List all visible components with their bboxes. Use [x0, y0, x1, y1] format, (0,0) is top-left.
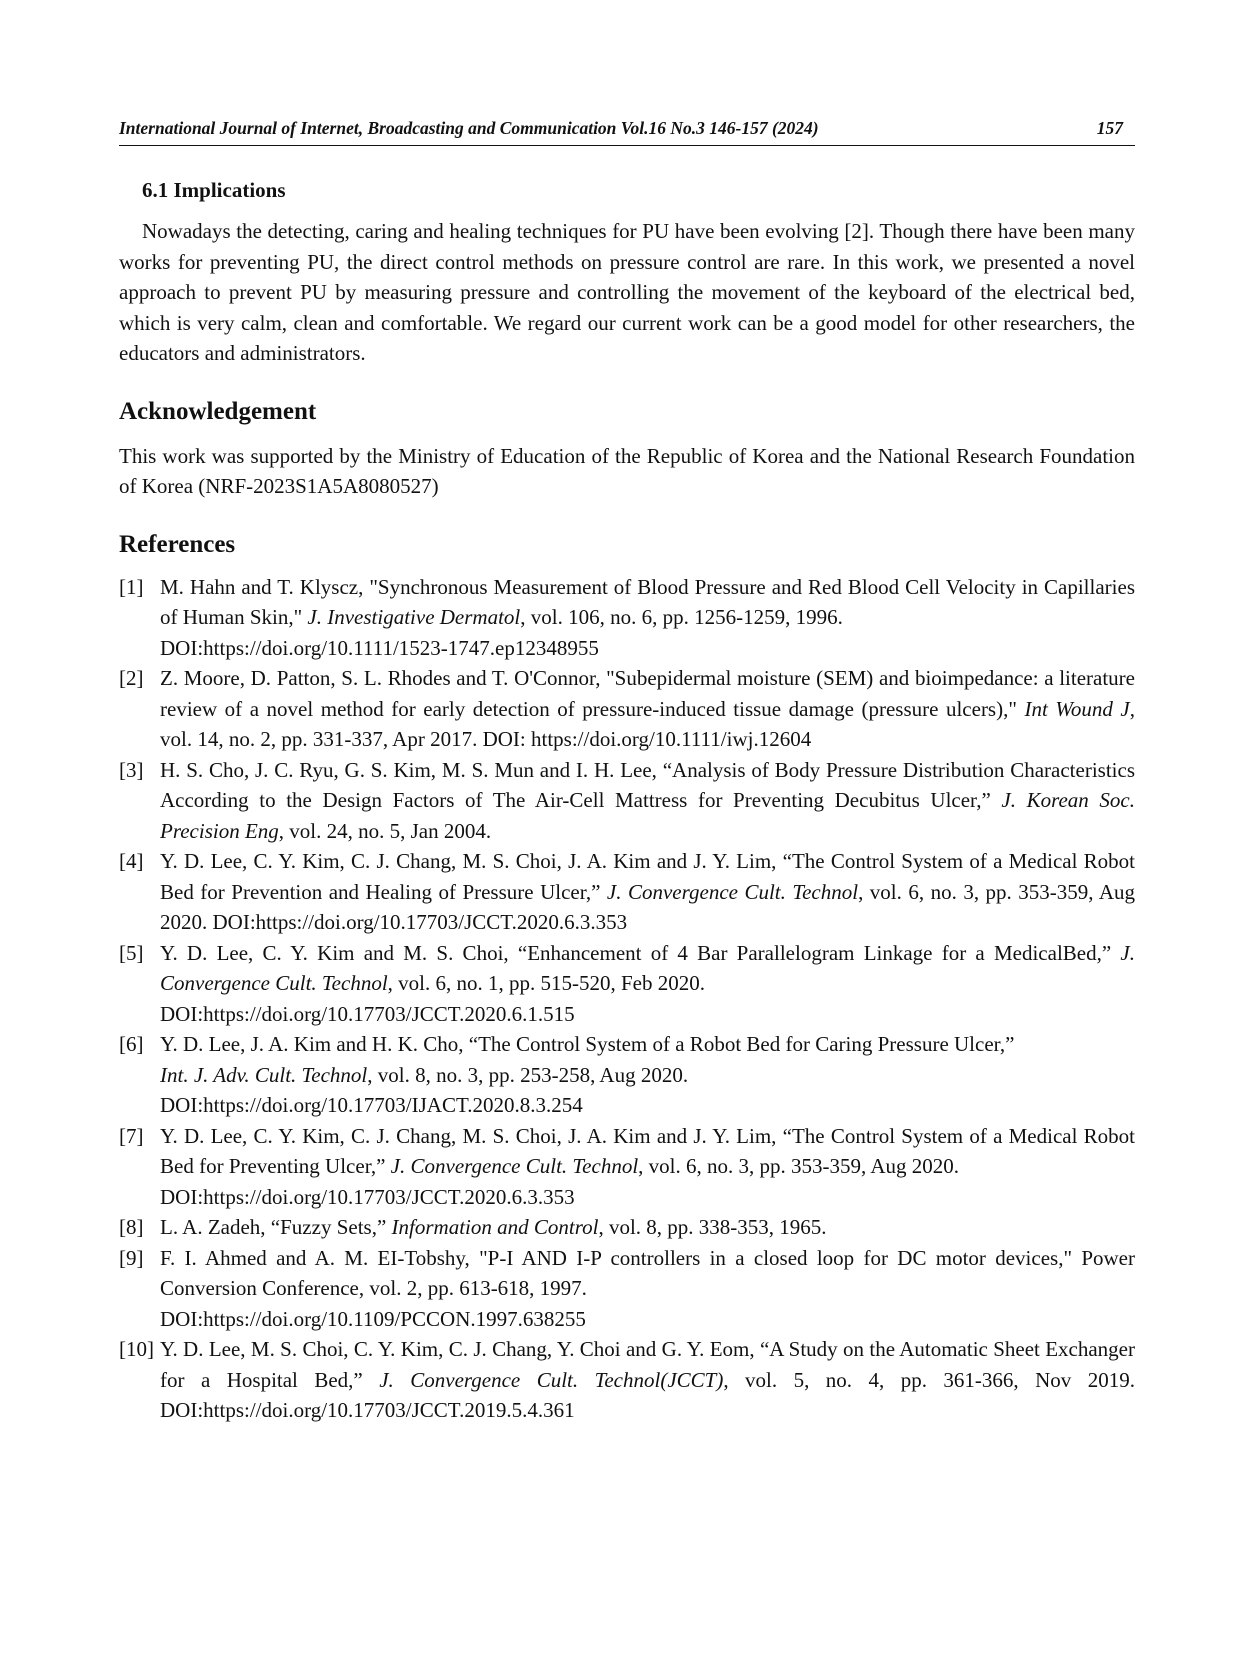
acknowledgement-heading: Acknowledgement — [119, 397, 317, 425]
reference-details: , vol. 5, no. 4, pp. 361-366, Nov 2019. DOI:https://doi.org/10.17703/JCCT.2019.5.4.361 — [160, 1367, 1135, 1422]
reference-item — [119, 1121, 1135, 1213]
reference-label: [5] — [119, 940, 144, 965]
reference-label: [3] — [119, 757, 144, 782]
reference-item — [119, 755, 1135, 847]
reference-doi: DOI:https://doi.org/10.1109/PCCON.1997.638255 — [160, 1306, 586, 1331]
implications-heading: 6.1 Implications — [142, 178, 286, 202]
reference-item — [119, 572, 1135, 664]
references-heading: References — [119, 530, 236, 558]
reference-journal: J. Convergence Cult. Technol — [390, 1154, 639, 1178]
reference-text — [160, 1032, 1014, 1117]
reference-journal: J. Convergence Cult. Technol — [160, 940, 1135, 995]
reference-journal: Information and Control — [391, 1215, 599, 1239]
reference-item — [119, 938, 1135, 1030]
reference-doi: DOI:https://doi.org/10.17703/IJACT.2020.8.3.254 — [160, 1093, 583, 1117]
reference-details: , vol. 14, no. 2, pp. 331-337, Apr 2017. DOI: https://doi.org/10.1111/iwj.12604 — [160, 696, 1135, 751]
reference-text — [160, 1337, 1135, 1422]
reference-label: [9] — [119, 1245, 144, 1270]
reference-details: , vol. 6, no. 1, pp. 515-520, Feb 2020. — [387, 971, 705, 995]
reference-authors-title: M. Hahn and T. Klyscz, "Synchronous Measurement of Blood Pressure and Red Blood Cell Velocity in Capillaries of Human Skin," — [160, 574, 1135, 629]
reference-authors-title: L. A. Zadeh, “Fuzzy Sets,” — [160, 1215, 392, 1239]
reference-doi: DOI:https://doi.org/10.17703/JCCT.2020.6.1.515 — [160, 1001, 575, 1026]
implications-paragraph: Nowadays the detecting, caring and healing techniques for PU have been evolving [2]. Though there have been many works for preventing PU, the direct control methods on pressure control are rare. In this work, we presented a novel approach to prevent PU by measuring pressure and controlling the movement of the keyboard of the electrical bed, which is very calm, clean and comfortable. We regard our current work can be a good model for other researchers, the educators and administrators. — [119, 219, 1135, 365]
reference-text — [160, 575, 1135, 660]
reference-label: [1] — [119, 574, 144, 599]
page-number: 157 — [1096, 118, 1123, 138]
reference-authors-title: Y. D. Lee, C. Y. Kim and M. S. Choi, “Enhancement of 4 Bar Parallelogram Linkage for a MedicalBed,” — [160, 940, 1121, 965]
reference-item — [119, 1212, 1135, 1243]
reference-text — [160, 849, 1135, 934]
reference-label: [6] — [119, 1032, 144, 1056]
reference-item — [119, 846, 1135, 938]
reference-journal: J. Convergence Cult. Technol — [606, 879, 859, 904]
header-rule — [119, 145, 1135, 146]
reference-journal: J. Convergence Cult. Technol(JCCT) — [379, 1367, 724, 1392]
reference-authors-title: H. S. Cho, J. C. Ryu, G. S. Kim, M. S. Mun and I. H. Lee, “Analysis of Body Pressure Distribution Characteristics According to the Design Factors of The Air-Cell Mattress for Preventing Decubitus Ulcer,” — [160, 757, 1135, 812]
reference-label: [4] — [119, 849, 144, 873]
reference-label: [7] — [119, 1123, 144, 1148]
reference-item — [119, 1243, 1135, 1335]
reference-label: [10] — [119, 1337, 154, 1361]
reference-text — [160, 666, 1135, 751]
reference-text — [160, 941, 1135, 1026]
reference-item — [119, 1029, 1135, 1121]
reference-label: [2] — [119, 666, 144, 690]
reference-text — [160, 1215, 827, 1239]
reference-authors-title: Y. D. Lee, M. S. Choi, C. Y. Kim, C. J. Chang, Y. Choi and G. Y. Eom, “A Study on the Automatic Sheet Exchanger for a Hospital Bed,” — [160, 1337, 1135, 1392]
reference-journal: J. Korean Soc. Precision Eng — [160, 788, 1135, 843]
reference-item — [119, 663, 1135, 755]
reference-journal: Int Wound J — [1024, 696, 1130, 721]
running-header — [119, 118, 1135, 139]
page-content — [119, 176, 1135, 1426]
reference-journal: J. Investigative Dermatol — [307, 605, 521, 629]
reference-doi: DOI:https://doi.org/10.17703/JCCT.2020.6.3.353 — [160, 1184, 575, 1209]
reference-authors-title: Y. D. Lee, C. Y. Kim, C. J. Chang, M. S. Choi, J. A. Kim and J. Y. Lim, “The Control System of a Medical Robot Bed for Prevention and Healing of Pressure Ulcer,” — [160, 849, 1135, 904]
acknowledgement-paragraph: This work was supported by the Ministry of Education of the Republic of Korea and the National Research Foundation of Korea (NRF-2023S1A5A8080527) — [119, 443, 1135, 498]
reference-details: , vol. 8, pp. 338-353, 1965. — [598, 1215, 827, 1239]
reference-text — [160, 1246, 1135, 1331]
reference-details: , vol. 24, no. 5, Jan 2004. — [278, 818, 492, 843]
reference-details: , vol. 6, no. 3, pp. 353-359, Aug 2020. — [638, 1154, 959, 1178]
reference-text — [160, 758, 1135, 843]
journal-name: International Journal of Internet, Broadcasting and Communication Vol.16 No.3 146-157 (2024) — [119, 118, 819, 138]
reference-authors-title: Y. D. Lee, J. A. Kim and H. K. Cho, “The Control System of a Robot Bed for Caring Pressure Ulcer,” — [160, 1032, 1015, 1056]
reference-journal: Int. J. Adv. Cult. Technol — [160, 1062, 368, 1087]
reference-details: , vol. 106, no. 6, pp. 1256-1259, 1996. — [520, 605, 843, 629]
reference-details: , vol. 6, no. 3, pp. 353-359, Aug 2020. DOI:https://doi.org/10.17703/JCCT.2020.6.3.353 — [160, 879, 1135, 934]
reference-doi: DOI:https://doi.org/10.1111/1523-1747.ep12348955 — [160, 635, 599, 660]
reference-label: [8] — [119, 1215, 144, 1239]
reference-list — [119, 572, 1135, 1426]
reference-authors-title: Z. Moore, D. Patton, S. L. Rhodes and T. O'Connor, "Subepidermal moisture (SEM) and bioimpedance: a literature review of a novel method for early detection of pressure-induced tissue damage (pressure ulcers)," — [160, 666, 1135, 721]
reference-details: , vol. 8, no. 3, pp. 253-258, Aug 2020. — [367, 1062, 689, 1087]
reference-authors-title: Y. D. Lee, C. Y. Kim, C. J. Chang, M. S. Choi, J. A. Kim and J. Y. Lim, “The Control System of a Medical Robot Bed for Preventing Ulcer,” — [160, 1123, 1135, 1178]
reference-text — [160, 1124, 1135, 1209]
reference-item — [119, 1334, 1135, 1426]
reference-authors-title: F. I. Ahmed and A. M. EI-Tobshy, "P-I AND I-P controllers in a closed loop for DC motor devices," Power Conversion Conference, vol. 2, pp. 613-618, 1997. — [160, 1245, 1135, 1300]
